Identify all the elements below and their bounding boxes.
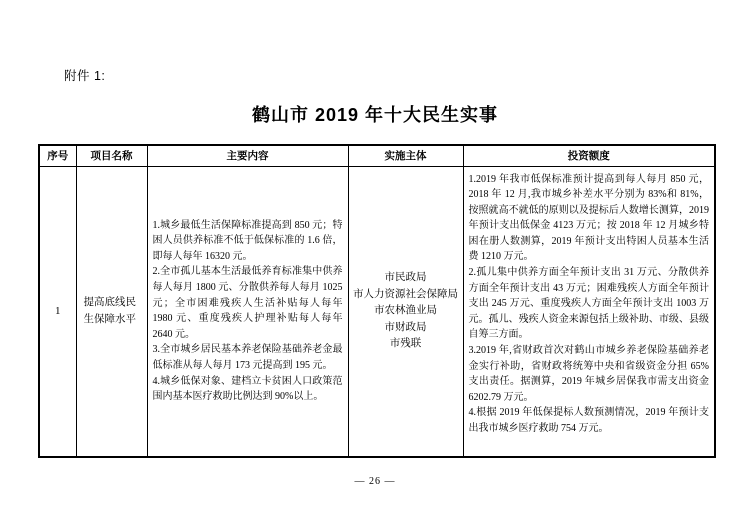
attachment-label: 附件 1: bbox=[64, 69, 106, 83]
page-number: — 26 — bbox=[354, 476, 396, 487]
table-row bbox=[39, 166, 715, 457]
col-header-investment: 投资额度 bbox=[463, 145, 715, 166]
investment-item-2: 2.孤儿集中供养方面全年预计支出 31 万元、分散供养方面全年预计支出 43 万元；困难残疾人方面全年预计支出 245 万元、重度残疾人方面全年预计支出 1003 万元。孤儿、残疾人资金来源包括上级补助、市级、县级自筹三方面。 bbox=[468, 267, 709, 341]
implementer-4: 市财政局 bbox=[384, 321, 427, 333]
document-title: 鹤山市 2019 年十大民生实事 bbox=[251, 105, 499, 125]
investment-item-3: 3.2019 年,省财政首次对鹤山市城乡养老保险基础养老金实行补助，省财政将统筹中央和省级资金分担 65%支出责任。据测算，2019 年城乡居保我市需支出资金 6202.79 万元。 bbox=[468, 345, 709, 403]
main-content-item-3: 3.全市城乡居民基本养老保险基础养老金最低标准从每人每月 173 元提高到 195 元。 bbox=[152, 344, 343, 372]
implementer-2: 市人力资源社会保障局 bbox=[353, 288, 458, 300]
col-header-implementer: 实施主体 bbox=[348, 145, 463, 166]
main-content-item-1: 1.城乡最低生活保障标准提高到 850 元；特困人员供养标准不低于低保标准的 1.6 倍，即每人每年 16320 元。 bbox=[152, 219, 343, 262]
investment-item-4: 4.根据 2019 年低保提标人数预测情况，2019 年预计支出我市城乡医疗救助 754 万元。 bbox=[468, 407, 709, 434]
cell-implementers bbox=[348, 166, 463, 457]
main-content-item-2: 2.全市孤儿基本生活最低养育标准集中供养每人每月 1800 元、分散供养每人每月 1025 元；全市困难残疾人生活补贴每人每年 1980 元、重度残疾人护理补贴每人每年 2640 元。 bbox=[152, 266, 343, 340]
cell-serial-number: 1 bbox=[39, 166, 76, 457]
implementer-1: 市民政局 bbox=[384, 272, 427, 283]
col-header-project-name: 项目名称 bbox=[76, 145, 147, 166]
col-header-serial-number: 序号 bbox=[39, 145, 76, 166]
cell-investment bbox=[463, 166, 715, 457]
table-header-row bbox=[39, 145, 715, 166]
col-header-main-content: 主要内容 bbox=[147, 145, 348, 166]
main-content-item-4: 4.城乡低保对象、建档立卡贫困人口政策范围内基本医疗救助比例达到 90%以上。 bbox=[152, 375, 343, 403]
implementer-3: 市农林渔业局 bbox=[374, 305, 437, 316]
investment-item-1: 1.2019 年我市低保标准预计提高到每人每月 850 元，2018 年 12 月,我市城乡补差水平分别为 83%和 81%，按照就高不就低的原则以及提标后人数增长测算，2019 年预计支出低保金 4123 万元；按 2018 年 12 月城乡特困在册人数测算，2019 年预计支出特困人员基本生活费 1210 万元。 bbox=[468, 173, 709, 263]
cell-main-content bbox=[147, 166, 348, 457]
implementer-5: 市残联 bbox=[389, 338, 422, 349]
livelihood-projects-table bbox=[38, 144, 716, 458]
cell-project-name: 提高底线民生保障水平 bbox=[76, 166, 147, 457]
